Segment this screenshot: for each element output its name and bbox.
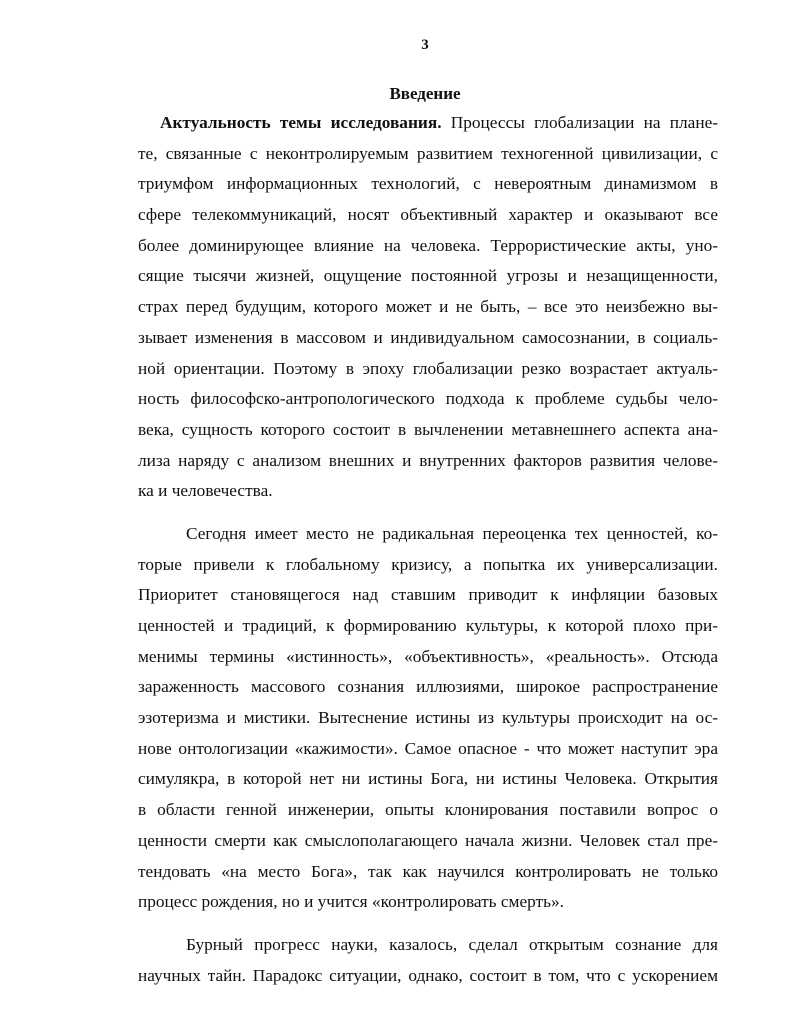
paragraph-gap [138, 918, 718, 930]
paragraph-line: лиза наряду с анализом внешних и внутренних факторов развития челове- [138, 450, 718, 470]
paragraph-line: зараженность массового сознания иллюзиями, широкое распространение [138, 677, 718, 697]
paragraph-line: триумфом информационных технологий, с невероятным динамизмом в [138, 174, 718, 194]
paragraph-line: ность философско-антропологического подхода к проблеме судьбы чело- [138, 389, 718, 409]
paragraph-1-line-1 [138, 108, 718, 139]
paragraph-line: нове онтологизации «кажимости». Самое опасное - что может наступит эра [138, 738, 718, 758]
paragraph-line: страх перед будущим, которого может и не быть, – все это неизбежно вы- [138, 297, 718, 317]
paragraph-line: Приоритет становящегося над ставшим приводит к инфляции базовых [138, 585, 718, 605]
paragraph-line: Сегодня имеет место не радикальная переоценка тех ценностей, ко- [186, 523, 718, 543]
paragraph-line: зывает изменения в массовом и индивидуальном самосознании, в социаль- [138, 327, 718, 347]
paragraph-line: менимы термины «истинность», «объективность», «реальность». Отсюда [138, 646, 718, 666]
paragraph-line: тендовать «на место Бога», так как научился контролировать не только [138, 861, 718, 881]
paragraph-line: ценностей и традиций, к формированию культуры, к которой плохо при- [138, 616, 718, 635]
paragraph-line: в области генной инженерии, опыты клонирования поставили вопрос о [138, 800, 718, 820]
paragraph-line: торые привели к глобальному кризису, а попытка их универсализации. [138, 554, 718, 574]
paragraph-line: эзотеризма и мистики. Вытеснение истины из культуры происходит на ос- [138, 708, 718, 728]
paragraph-line: ной ориентации. Поэтому в эпоху глобализации резко возрастает актуаль- [138, 358, 718, 378]
paragraph-line: ценности смерти как смыслополагающего начала жизни. Человек стал пре- [138, 830, 718, 850]
paragraph-line: Бурный прогресс науки, казалось, сделал открытым сознание для [186, 934, 718, 954]
section-heading: Введение [389, 84, 461, 103]
paragraph-line: научных тайн. Парадокс ситуации, однако, состоит в том, что с ускорением [138, 965, 718, 985]
paragraph-line: сфере телекоммуникаций, носят объективный характер и оказывают все [138, 205, 718, 225]
paragraph-line: ка и человечества. [138, 481, 273, 501]
paragraph-line: века, сущность которого состоит в вычленении метавнешнего аспекта ана- [138, 419, 718, 439]
paragraph-line: более доминирующее влияние на человека. Террористические акты, уно- [138, 235, 718, 255]
paragraph-line: те, связанные с неконтролируемым развитием техногенной цивилизации, с [138, 143, 718, 163]
page-number: 3 [421, 37, 429, 53]
paragraph-line: процесс рождения, но и учится «контролировать смерть». [138, 892, 564, 912]
paragraph-text: Процессы глобализации на плане- [441, 113, 718, 132]
lead-bold-phrase: Актуальность темы исследования. [160, 113, 442, 132]
body-text [138, 108, 718, 991]
paragraph-line: симулякра, в которой нет ни истины Бога, ни истины Человека. Открытия [138, 769, 718, 789]
paragraph-line: сящие тысячи жизней, ощущение постоянной угрозы и незащищенности, [138, 266, 718, 286]
paragraph-gap [138, 507, 718, 519]
